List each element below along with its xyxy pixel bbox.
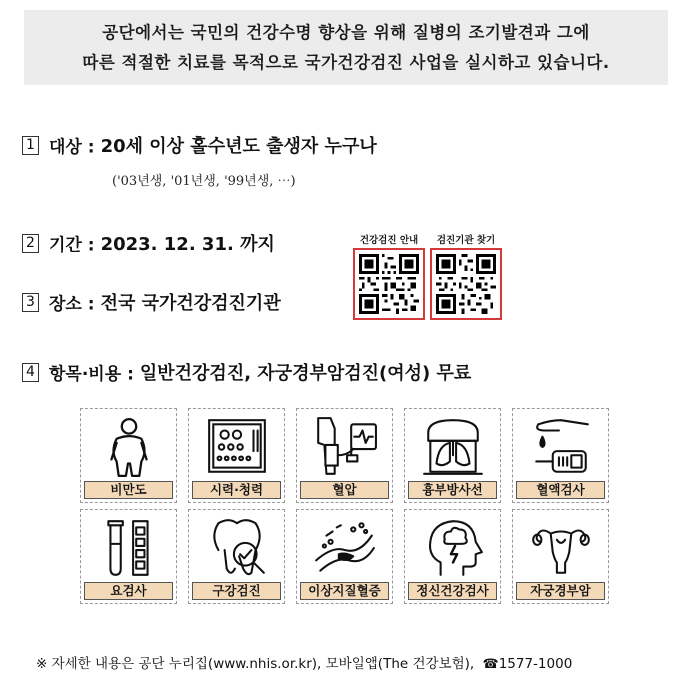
item-label: 항목·비용 : <box>49 364 134 385</box>
item-label: 장소 : <box>49 294 95 315</box>
item-exam-cost <box>22 359 471 385</box>
qr-health-checkup-guide[interactable] <box>353 232 425 320</box>
exam-card-mental-health <box>404 509 501 604</box>
chest-xray-icon <box>405 411 500 483</box>
item-value: 일반건강검진, 자궁경부암검진(여성) 무료 <box>139 363 472 384</box>
exam-card-label: 혈액검사 <box>516 481 605 499</box>
exam-card-label: 요검사 <box>84 582 173 600</box>
item-value: 20세 이상 홀수년도 출생자 누구나 <box>100 136 377 157</box>
intro-line-2: 따른 적절한 치료를 목적으로 국가건강검진 사업을 실시하고 있습니다. <box>82 53 610 72</box>
exam-card-label: 정신건강검사 <box>408 582 497 600</box>
telephone-icon: ☎ <box>482 657 499 672</box>
uterus-icon <box>513 512 608 584</box>
item-label: 대상 : <box>49 137 95 158</box>
intro-line-1: 공단에서는 국민의 건강수명 향상을 위해 질병의 조기발견과 그에 <box>102 23 590 42</box>
exam-card-vision-hearing <box>188 408 285 503</box>
item-target <box>22 132 377 158</box>
exam-card-label: 혈압 <box>300 481 389 499</box>
blood-glucose-meter-icon <box>513 411 608 483</box>
eye-chart-icon <box>189 411 284 483</box>
item-number: 1 <box>22 136 39 155</box>
blood-vessel-icon <box>297 512 392 584</box>
qr-code-icon[interactable] <box>353 248 425 320</box>
target-birth-years-note: ('03년생, '01년생, '99년생, ⋯) <box>112 174 296 189</box>
exam-card-label: 흉부방사선 <box>408 481 497 499</box>
item-value: 전국 국가건강검진기관 <box>100 293 281 314</box>
exam-card-blood-test <box>512 408 609 503</box>
exam-card-label: 자궁경부암 <box>516 582 605 600</box>
qr-code-icon[interactable] <box>430 248 502 320</box>
test-tube-icon <box>81 512 176 584</box>
exam-card-oral-exam <box>188 509 285 604</box>
intro-box <box>24 10 668 85</box>
item-label: 기간 : <box>49 235 95 256</box>
footer-note <box>36 652 572 672</box>
footer-phone: 1577-1000 <box>498 656 573 672</box>
item-number: 3 <box>22 293 39 312</box>
qr-find-checkup-institution[interactable] <box>430 232 502 320</box>
exam-card-blood-pressure <box>296 408 393 503</box>
exam-card-dyslipidemia <box>296 509 393 604</box>
exam-card-urine-test <box>80 509 177 604</box>
body-figure-icon <box>81 411 176 483</box>
head-brain-icon <box>405 512 500 584</box>
exam-card-chest-xray <box>404 408 501 503</box>
item-value: 2023. 12. 31. 까지 <box>100 234 275 255</box>
qr-label: 검진기관 찾기 <box>436 235 496 246</box>
item-number: 2 <box>22 234 39 253</box>
exam-card-label: 비만도 <box>84 481 173 499</box>
blood-pressure-monitor-icon <box>297 411 392 483</box>
exam-card-obesity <box>80 408 177 503</box>
item-period <box>22 230 275 256</box>
tooth-magnifier-icon <box>189 512 284 584</box>
item-place <box>22 289 281 315</box>
exam-card-label: 이상지질혈증 <box>300 582 389 600</box>
exam-card-cervical-cancer <box>512 509 609 604</box>
footer-text: ※ 자세한 내용은 공단 누리집(www.nhis.or.kr), 모바일앱(The 건강보험), <box>36 656 475 672</box>
qr-label: 건강검진 안내 <box>359 235 419 246</box>
exam-card-label: 시력·청력 <box>192 481 281 499</box>
exam-card-label: 구강검진 <box>192 582 281 600</box>
item-number: 4 <box>22 363 39 382</box>
